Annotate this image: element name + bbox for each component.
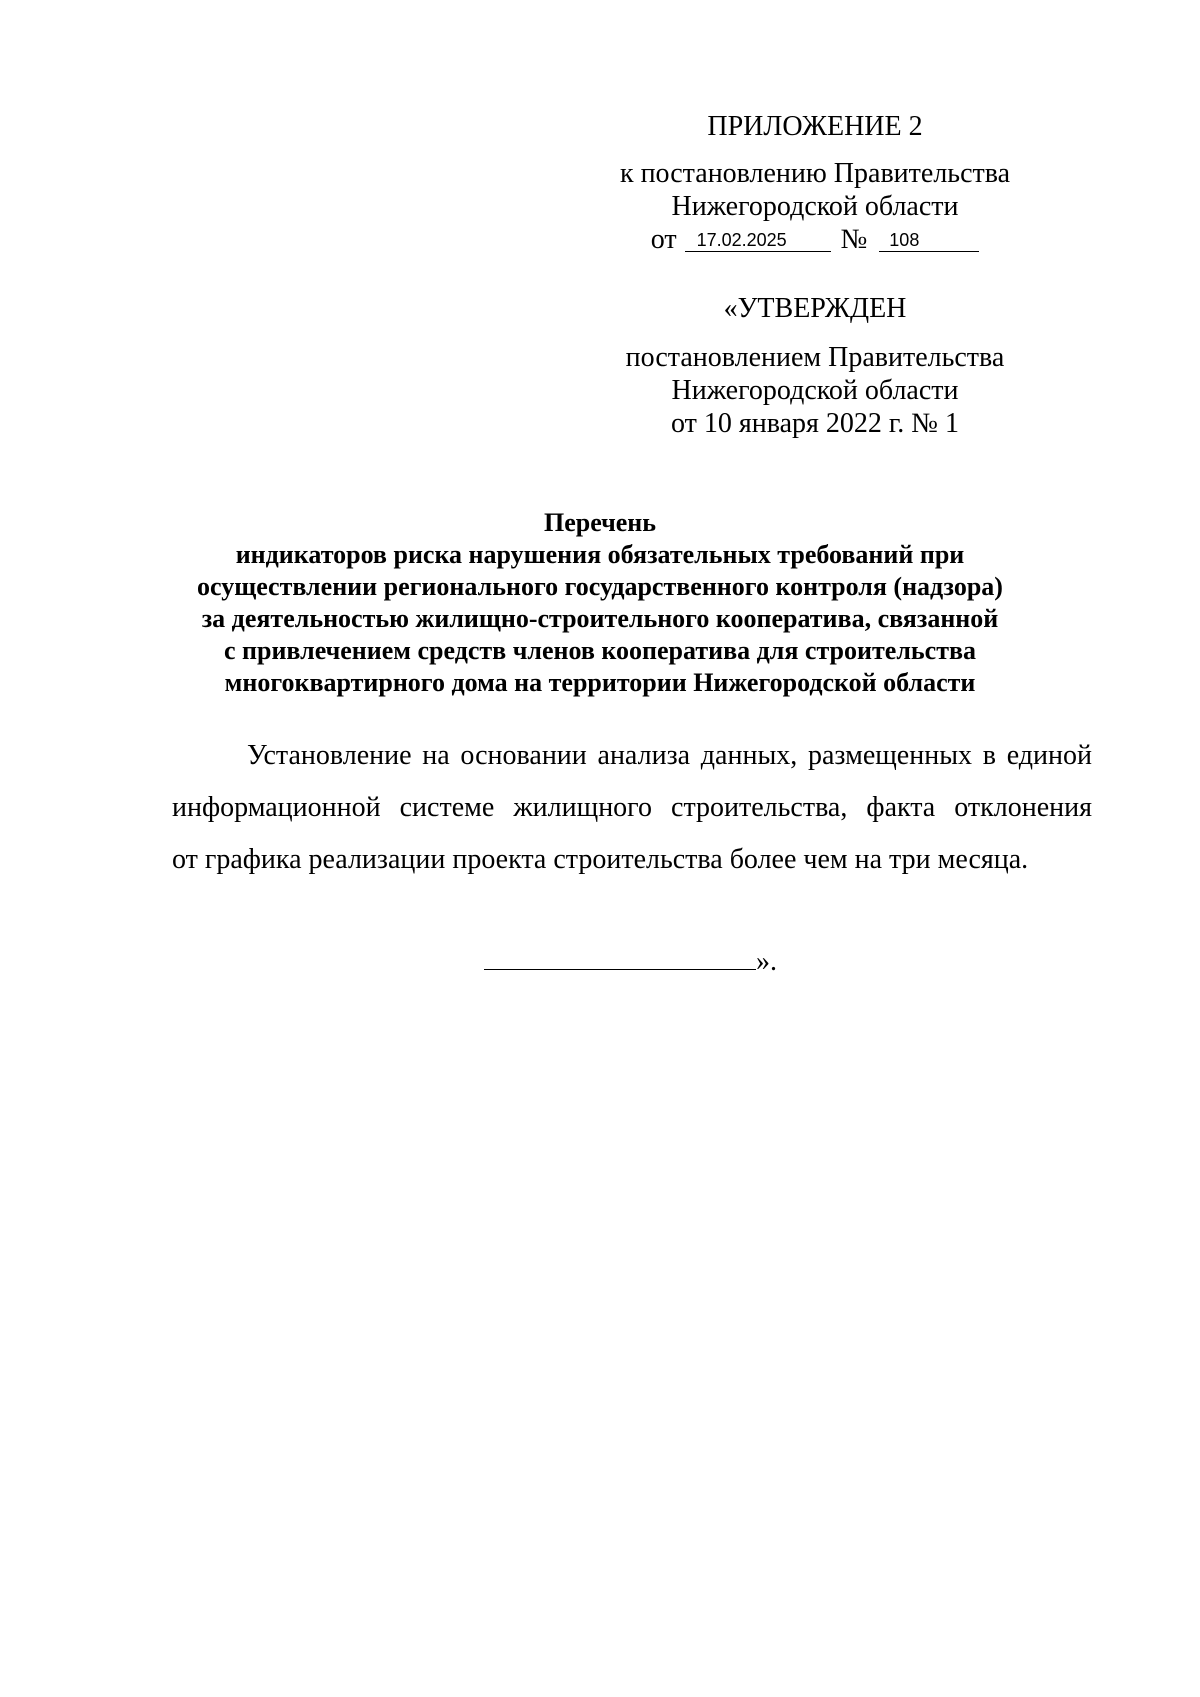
appendix-line-2: Нижегородской области — [671, 191, 959, 222]
title-line: многоквартирного дома на территории Нижегородской области — [224, 668, 976, 697]
appendix-line-1: к постановлению Правительства — [619, 158, 1011, 189]
approved-line-3: от 10 января 2022 г. № 1 — [671, 408, 959, 439]
from-prefix: от — [650, 224, 677, 255]
decree-date: 17.02.2025 — [685, 229, 831, 252]
appendix-label: ПРИЛОЖЕНИЕ 2 — [707, 111, 923, 142]
number-sign: № — [840, 224, 868, 255]
closing-quote: ». — [756, 946, 777, 977]
title-line: Перечень — [543, 508, 657, 537]
decree-number: 108 — [879, 229, 979, 252]
title-line: с привлечением средств членов кооператива для строительства — [223, 636, 977, 665]
body-line: Установление на основании анализа данных, размещенных в единой — [247, 740, 1092, 771]
appendix-block — [610, 110, 1020, 256]
approved-line-1: постановлением Правительства — [625, 342, 1005, 373]
approved-block — [610, 292, 1020, 440]
closing-line — [484, 945, 777, 978]
title-line: индикаторов риска нарушения обязательных требований при — [235, 540, 965, 569]
approved-label: «УТВЕРЖДЕН — [723, 293, 907, 324]
body-line: информационной системе жилищного строительства, факта отклонения — [172, 792, 1092, 823]
date-number-row — [651, 223, 980, 256]
appendix-date-line — [610, 223, 1020, 256]
body-line: от графика реализации проекта строительства более чем на три месяца. — [172, 844, 1029, 875]
body-paragraph — [172, 730, 1092, 886]
title-line: за деятельностью жилищно-строительного кооператива, связанной — [201, 604, 999, 633]
approved-line-2: Нижегородской области — [671, 375, 959, 406]
closing-rule — [484, 945, 756, 970]
title-line: осуществлении регионального государственного контроля (надзора) — [197, 572, 1003, 601]
document-title — [150, 507, 1050, 699]
